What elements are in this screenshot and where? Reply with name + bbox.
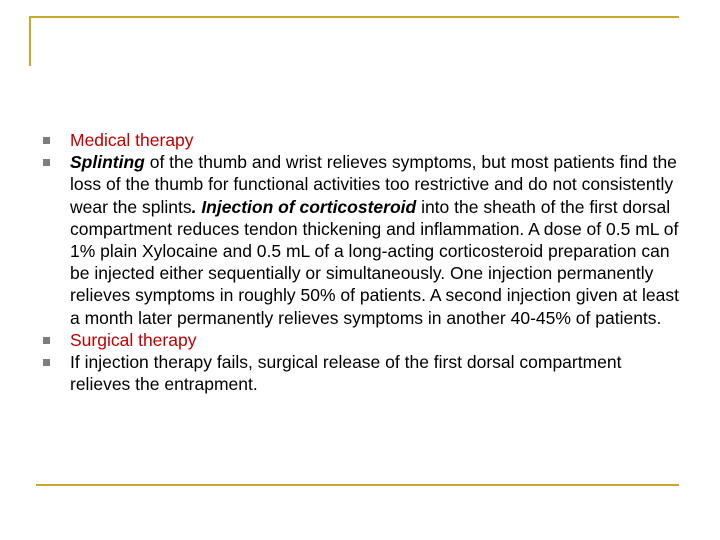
splinting-text: of the thumb and wrist relieves symptoms, but most patients find the loss of the thumb for functional activities too restrictive and do not consistently wear the splints (70, 152, 677, 217)
bullet-item-surgical-release (0, 351, 682, 395)
top-accent-rule (29, 16, 679, 18)
bullet-item-medical-therapy (0, 129, 682, 151)
square-bullet-icon (43, 337, 50, 344)
injection-text: into the sheath of the first dorsal compartment reduces tendon thickening and inflammation. A dose of 0.5 mL of 1% plain Xylocaine and 0.5 mL of a long-acting corticosteroid preparation can be injected either sequentially or simultaneously. One injection permanently relieves symptoms in roughly 50% of patients. A second injection given at least a month later permanently relieves symptoms in another 40-45% of patients. (70, 196, 679, 328)
square-bullet-icon (43, 359, 50, 366)
surgical-therapy-heading: Surgical therapy (70, 329, 197, 350)
bullet-list (0, 129, 720, 395)
square-bullet-icon (43, 137, 50, 144)
bullet-item-splinting-injection (0, 151, 682, 329)
splinting-term: Splinting (70, 152, 145, 173)
bottom-accent-rule (36, 484, 679, 486)
square-bullet-icon (43, 159, 50, 166)
bullet-item-surgical-therapy (0, 329, 682, 351)
left-accent-rule (29, 16, 31, 66)
injection-term: . Injection of corticosteroid (191, 196, 417, 217)
surgical-release-text: If injection therapy fails, surgical release of the first dorsal compartment relieves the entrapment. (70, 352, 622, 395)
medical-therapy-heading: Medical therapy (70, 130, 194, 150)
